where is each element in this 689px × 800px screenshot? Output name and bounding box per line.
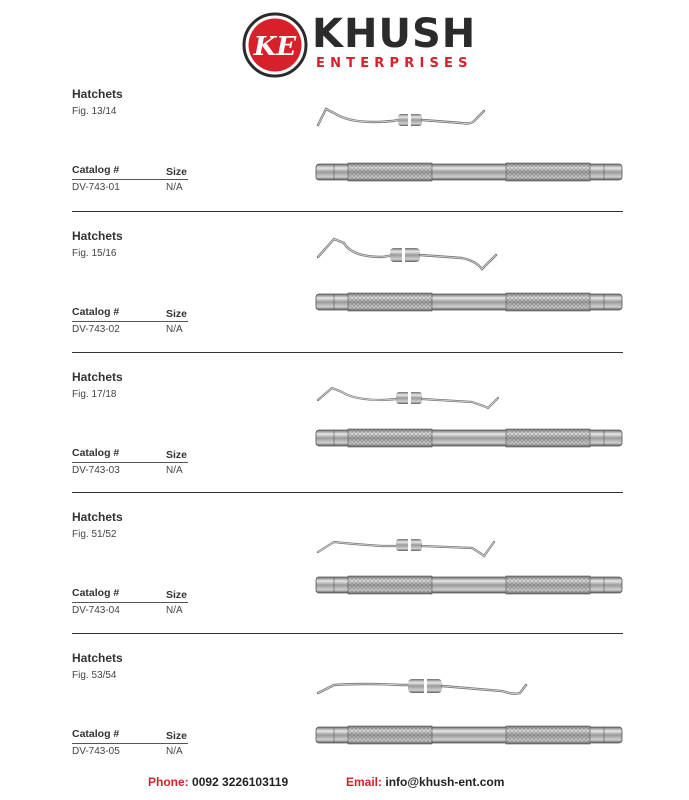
instrument-tip-image <box>312 528 502 562</box>
size-value: N/A <box>166 182 183 193</box>
instrument-tip-image <box>312 103 492 133</box>
label-underline <box>72 321 188 322</box>
label-underline <box>72 602 188 603</box>
instrument-handle-image <box>314 160 624 184</box>
header <box>0 0 689 85</box>
size-value: N/A <box>166 324 183 335</box>
label-underline <box>72 743 188 744</box>
phone-number[interactable]: 0092 3226103119 <box>192 775 289 789</box>
label-underline <box>72 462 188 463</box>
product-row-1 <box>0 85 689 226</box>
catalog-label: Catalog # <box>72 587 120 599</box>
row-divider <box>72 352 623 353</box>
instrument-handle-image <box>314 426 624 450</box>
row-divider <box>72 211 623 212</box>
phone-contact <box>148 775 288 789</box>
product-figure: Fig. 51/52 <box>72 529 117 540</box>
product-figure: Fig. 15/16 <box>72 248 117 259</box>
size-label: Size <box>166 449 188 461</box>
product-row-3 <box>0 368 689 509</box>
product-row-4 <box>0 508 689 649</box>
product-title: Hatchets <box>72 651 123 665</box>
phone-label: Phone: <box>148 775 189 789</box>
size-value: N/A <box>166 465 183 476</box>
email-label: Email: <box>346 775 383 789</box>
product-title: Hatchets <box>72 87 123 101</box>
instrument-tip-image <box>312 378 502 414</box>
size-label: Size <box>166 308 188 320</box>
product-figure: Fig. 13/14 <box>72 106 117 117</box>
catalog-number: DV-743-01 <box>72 182 120 193</box>
catalog-number: DV-743-04 <box>72 605 120 616</box>
instrument-handle-image <box>314 573 624 597</box>
logo-emblem <box>242 12 308 78</box>
row-divider <box>72 633 623 634</box>
product-title: Hatchets <box>72 370 123 384</box>
size-value: N/A <box>166 746 183 757</box>
product-figure: Fig. 17/18 <box>72 389 117 400</box>
label-underline <box>72 179 188 180</box>
instrument-tip-image <box>312 675 532 703</box>
size-label: Size <box>166 589 188 601</box>
catalog-number: DV-743-05 <box>72 746 120 757</box>
catalog-number: DV-743-03 <box>72 465 120 476</box>
catalog-number: DV-743-02 <box>72 324 120 335</box>
instrument-tip-image <box>312 231 502 275</box>
product-figure: Fig. 53/54 <box>72 670 117 681</box>
instrument-handle-image <box>314 723 624 747</box>
size-value: N/A <box>166 605 183 616</box>
brand-name: KHUSH <box>312 11 477 57</box>
catalog-label: Catalog # <box>72 728 120 740</box>
row-divider <box>72 492 623 493</box>
product-title: Hatchets <box>72 510 123 524</box>
instrument-handle-image <box>314 290 624 314</box>
product-row-5 <box>0 649 689 790</box>
catalog-label: Catalog # <box>72 306 120 318</box>
catalog-label: Catalog # <box>72 447 120 459</box>
logo-monogram: KE <box>253 32 297 62</box>
size-label: Size <box>166 166 188 178</box>
email-contact <box>346 775 504 789</box>
size-label: Size <box>166 730 188 742</box>
footer-contact <box>0 772 689 794</box>
email-address[interactable]: info@khush-ent.com <box>385 775 505 789</box>
catalog-label: Catalog # <box>72 164 120 176</box>
product-title: Hatchets <box>72 229 123 243</box>
product-row-2 <box>0 227 689 368</box>
brand-subtitle: ENTERPRISES <box>316 56 473 71</box>
